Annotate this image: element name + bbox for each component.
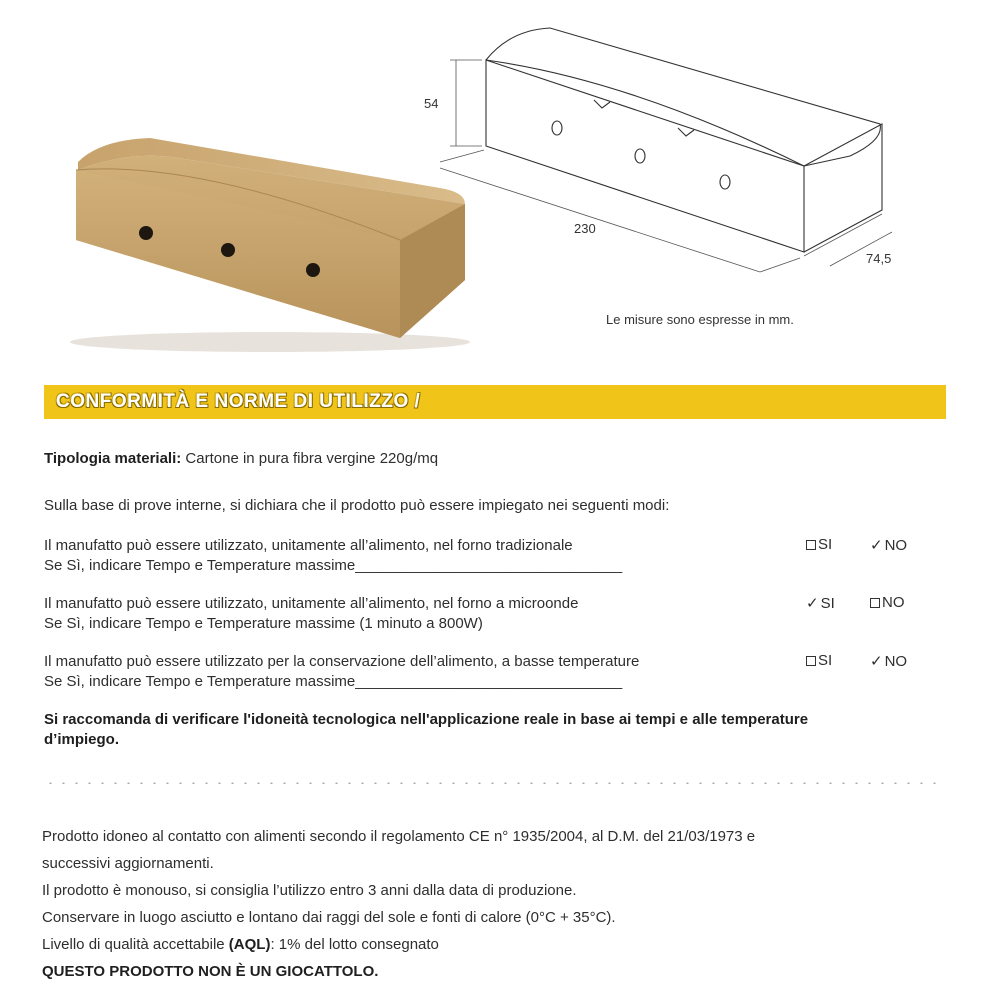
question-detail: Se Sì, indicare Tempo e Temperature massime________________________________ [44, 557, 623, 574]
recommendation-text [44, 710, 944, 750]
option-label: SI [820, 594, 835, 612]
dimension-length: 230 [574, 221, 596, 236]
option-no[interactable] [870, 594, 905, 611]
vent-hole [306, 263, 320, 277]
question-detail: Se Sì, indicare Tempo e Temperature massime (1 minuto a 800W) [44, 615, 483, 632]
dotted-divider [44, 782, 944, 784]
option-label: NO [884, 536, 908, 554]
material-line [44, 450, 438, 467]
question-text: Il manufatto può essere utilizzato, unitamente all’alimento, nel forno a microonde [44, 595, 579, 612]
toy-warning: QUESTO PRODOTTO NON È UN GIOCATTOLO. [42, 963, 379, 980]
option-label: NO [882, 594, 905, 611]
section-banner [44, 385, 946, 419]
question-text: Il manufatto può essere utilizzato per la conservazione dell’alimento, a basse temperature [44, 653, 640, 670]
aql-prefix: Livello di qualità accettabile [42, 936, 229, 953]
question-item [44, 652, 784, 692]
material-value: Cartone in pura fibra vergine 220g/mq [185, 450, 439, 467]
material-label: Tipologia materiali: [44, 450, 182, 467]
aql-line [42, 931, 942, 958]
option-yes[interactable] [806, 536, 832, 553]
vent-hole [221, 243, 235, 257]
dimension-height: 54 [424, 96, 439, 111]
section-title: CONFORMITÀ E NORME DI UTILIZZO / [56, 391, 421, 412]
measurement-note: Le misure sono espresse in mm. [606, 312, 794, 327]
intro-text: Sulla base di prove interne, si dichiara che il prodotto può essere impiegato nei seguenti modi: [44, 497, 670, 514]
question-item [44, 536, 784, 576]
recommendation-line: d’impiego. [44, 731, 119, 748]
compliance-line: Prodotto idoneo al contatto con alimenti secondo il regolamento CE n° 1935/2004, al D.M. del 21/03/1973 e [42, 828, 756, 845]
option-no[interactable] [870, 652, 907, 670]
compliance-notes [42, 823, 942, 985]
checkmark-icon: ✓ [806, 595, 819, 612]
checkmark-icon: ✓ [870, 537, 883, 554]
checkmark-icon: ✓ [870, 653, 883, 670]
aql-label: (AQL) [228, 936, 271, 953]
checkbox-empty-icon [870, 598, 880, 608]
option-yes[interactable] [806, 594, 835, 612]
option-no[interactable] [870, 536, 907, 554]
option-label: SI [818, 536, 833, 553]
compliance-line: Il prodotto è monouso, si consiglia l’utilizzo entro 3 anni dalla data di produzione. [42, 882, 577, 899]
question-item [44, 594, 784, 634]
recommendation-line: Si raccomanda di verificare l'idoneità tecnologica nell'applicazione reale in base ai tempi e alle temperature [44, 711, 809, 728]
question-text: Il manufatto può essere utilizzato, unitamente all’alimento, nel forno tradizionale [44, 537, 573, 554]
option-label: NO [884, 652, 908, 670]
compliance-line: successivi aggiornamenti. [42, 855, 214, 872]
checkbox-empty-icon [806, 656, 816, 666]
aql-value: : 1% del lotto consegnato [270, 936, 439, 953]
option-label: SI [818, 652, 833, 669]
dimension-depth: 74,5 [866, 251, 892, 266]
vent-hole [139, 226, 153, 240]
checkbox-empty-icon [806, 540, 816, 550]
question-detail: Se Sì, indicare Tempo e Temperature massime________________________________ [44, 673, 623, 690]
option-yes[interactable] [806, 652, 832, 669]
technical-drawing [410, 20, 910, 280]
compliance-line: Conservare in luogo asciutto e lontano dai raggi del sole e fonti di calore (0°C + 35°C). [42, 909, 616, 926]
